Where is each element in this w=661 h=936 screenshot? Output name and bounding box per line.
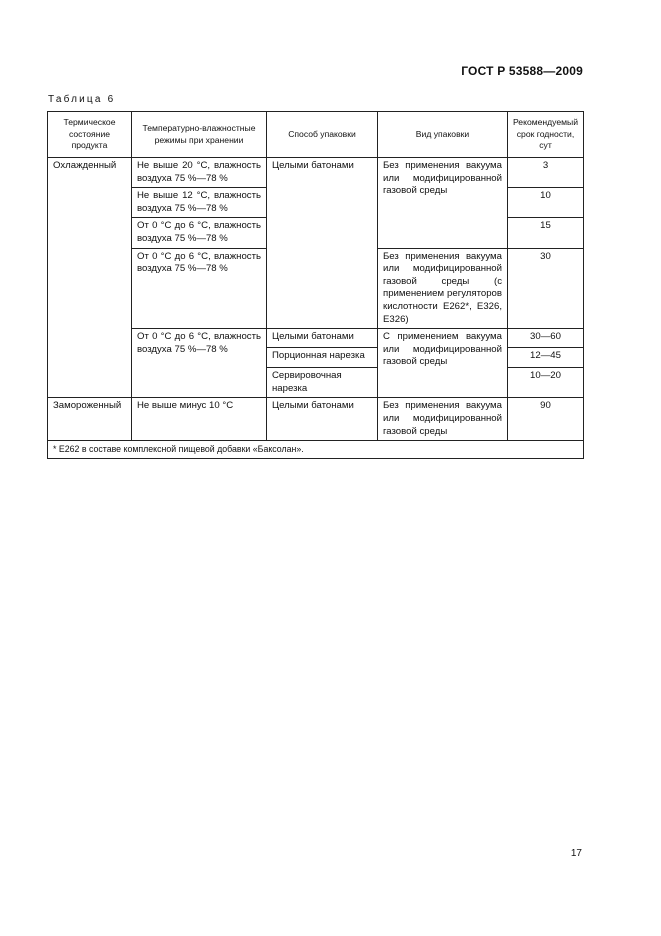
shelf-life-cell: 10 (508, 188, 584, 218)
packing-method-cell: Сервировочная нарезка (267, 368, 378, 398)
table-header-row (48, 112, 584, 158)
shelf-life-cell: 90 (508, 398, 584, 441)
column-header-shelf-life: Рекомендуемый срок годности, сут (508, 112, 584, 158)
shelf-life-cell: 3 (508, 158, 584, 188)
column-header-temperature: Температурно-влажностные режимы при хранении (132, 112, 267, 158)
packing-method-cell: Целыми батонами (267, 329, 378, 348)
temperature-cell: От 0 °С до 6 °С, влажность воздуха 75 %—78 % (132, 248, 267, 329)
packing-type-cell: Без применения вакуума или модифицированной газовой среды (378, 398, 508, 441)
temperature-cell: Не выше минус 10 °С (132, 398, 267, 441)
shelf-life-cell: 30—60 (508, 329, 584, 348)
shelf-life-cell: 15 (508, 218, 584, 248)
table-caption: Таблица 6 (48, 94, 116, 105)
temperature-cell: От 0 °С до 6 °С, влажность воздуха 75 %—78 % (132, 329, 267, 398)
packing-method-cell: Целыми батонами (267, 158, 378, 329)
packing-method-cell: Целыми батонами (267, 398, 378, 441)
state-cell-frozen: Замороженный (48, 398, 132, 441)
footnote-row (48, 441, 584, 459)
state-cell-chilled: Охлажденный (48, 158, 132, 398)
shelf-life-cell: 10—20 (508, 368, 584, 398)
page-number: 17 (570, 848, 582, 859)
packing-type-cell: С применением вакуума или модифицированной газовой среды (378, 329, 508, 398)
table-row (48, 398, 584, 441)
table-row (48, 158, 584, 188)
column-header-packing-method: Способ упаковки (267, 112, 378, 158)
packing-type-cell: Без применения вакуума или модифицированной газовой среды (с применением регуляторов кислотности Е262*, Е326, Е326) (378, 248, 508, 329)
temperature-cell: Не выше 20 °С, влажность воздуха 75 %—78 % (132, 158, 267, 188)
shelf-life-cell: 12—45 (508, 348, 584, 368)
temperature-cell: Не выше 12 °С, влажность воздуха 75 %—78 % (132, 188, 267, 218)
shelf-life-cell: 30 (508, 248, 584, 329)
column-header-packing-type: Вид упаковки (378, 112, 508, 158)
storage-table (47, 111, 584, 459)
table-footnote: * Е262 в составе комплексной пищевой добавки «Баксолан». (48, 441, 584, 459)
column-header-state: Термическое состояние продукта (48, 112, 132, 158)
document-code: ГОСТ Р 53588—2009 (461, 64, 583, 78)
packing-method-cell: Порционная нарезка (267, 348, 378, 368)
packing-type-cell: Без применения вакуума или модифицированной газовой среды (378, 158, 508, 249)
temperature-cell: От 0 °С до 6 °С, влажность воздуха 75 %—78 % (132, 218, 267, 248)
